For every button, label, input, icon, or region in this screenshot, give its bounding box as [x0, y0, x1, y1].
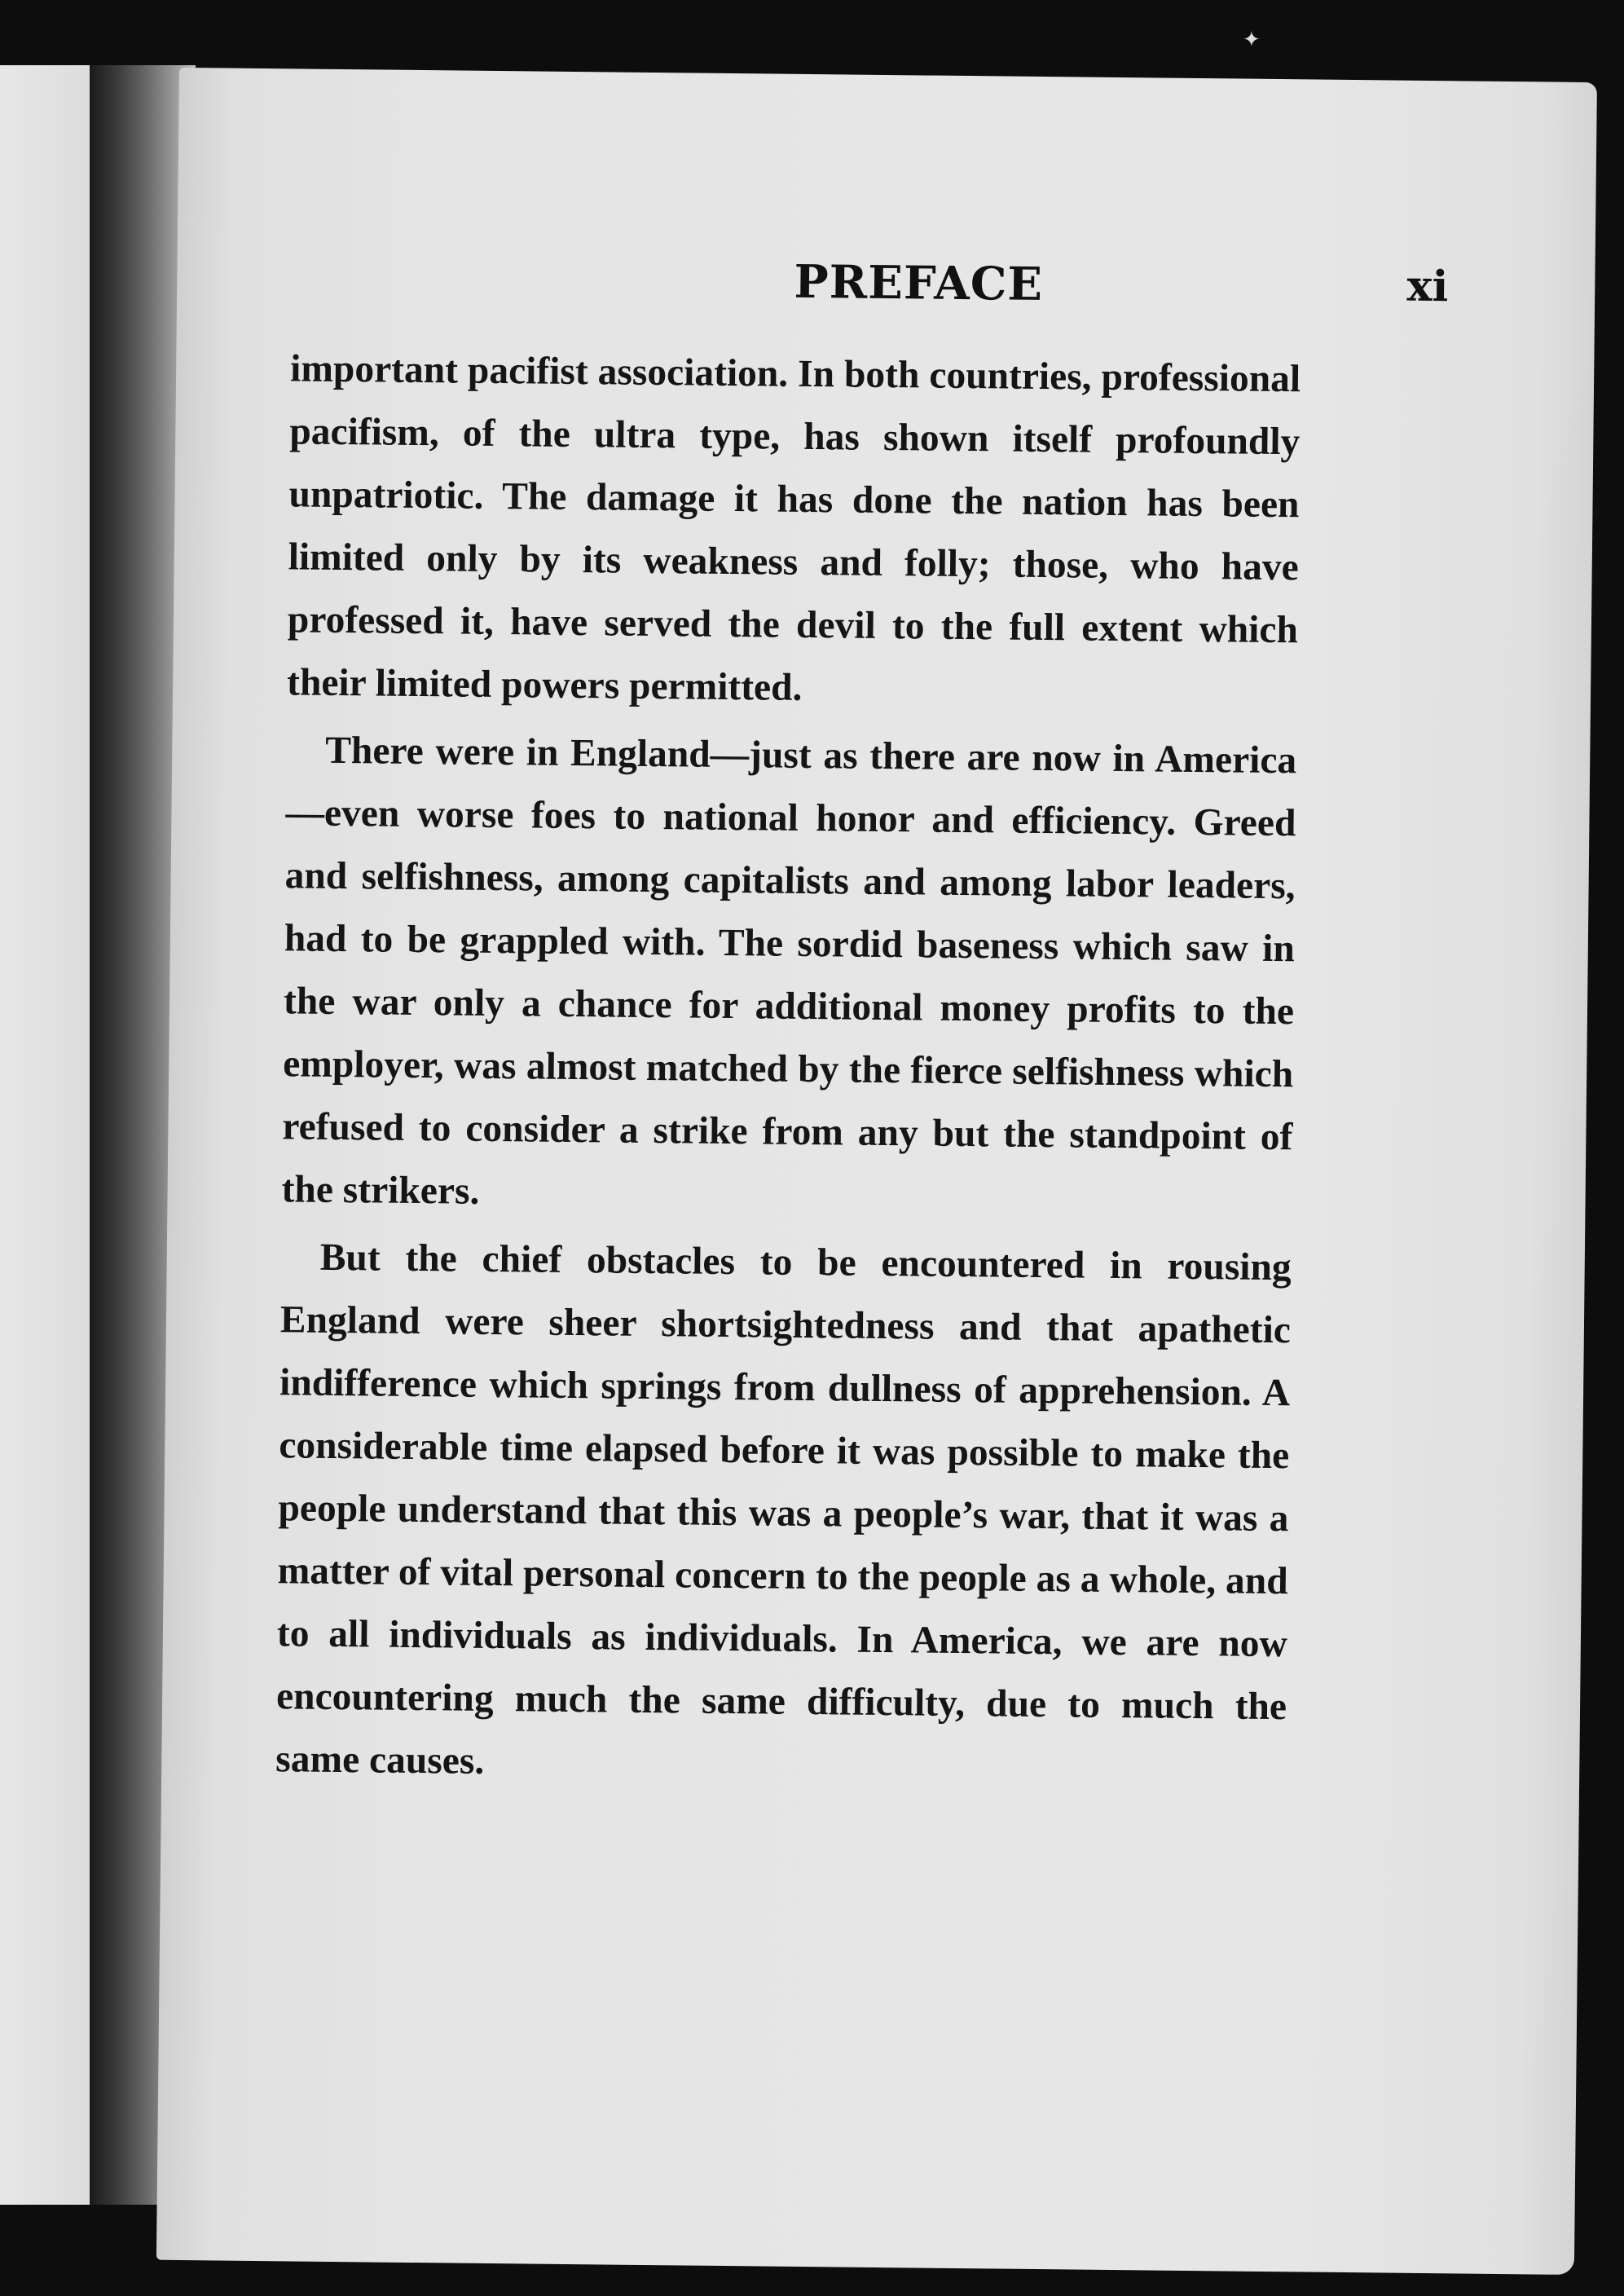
paragraph: There were in England—just as there are now in America—even worse foes to national honor and efficiency. Greed and selfishness, among capitalists and among labor leaders, had to be grappled with. The sordid baseness which saw in the war only a chance for additional money profits to the employer, was almost matched by the fierce selfishness which refused to consider a strike from any but the standpoint of the strikers. — [281, 729, 1297, 1213]
body-text — [275, 337, 1301, 1806]
paragraph: important pacifist association. In both countries, professional pacifism, of the ultra type, has shown itself profoundly unpatriotic. The damage it has done the nation has been limited only by its weakness and folly; those, who have professed it, have served the devil to the full extent which their limited powers permitted. — [286, 347, 1301, 709]
film-speck-icon: ✦ — [1243, 28, 1261, 52]
book-page — [156, 68, 1597, 2275]
page-number: xi — [1406, 261, 1449, 312]
paragraph: But the chief obstacles to be encountered in rousing England were sheer shortsightedness and that apathetic indifference which springs from dullness of apprehension. A considerable time elapsed before it was possible to make the people understand that this was a people’s war, that it was a matter of vital personal concern to the people as a whole, and to all individuals as individuals. In America, we are now encountering much the same difficulty, due to much the same causes. — [275, 1236, 1292, 1783]
running-head: PREFACE — [794, 254, 1044, 312]
